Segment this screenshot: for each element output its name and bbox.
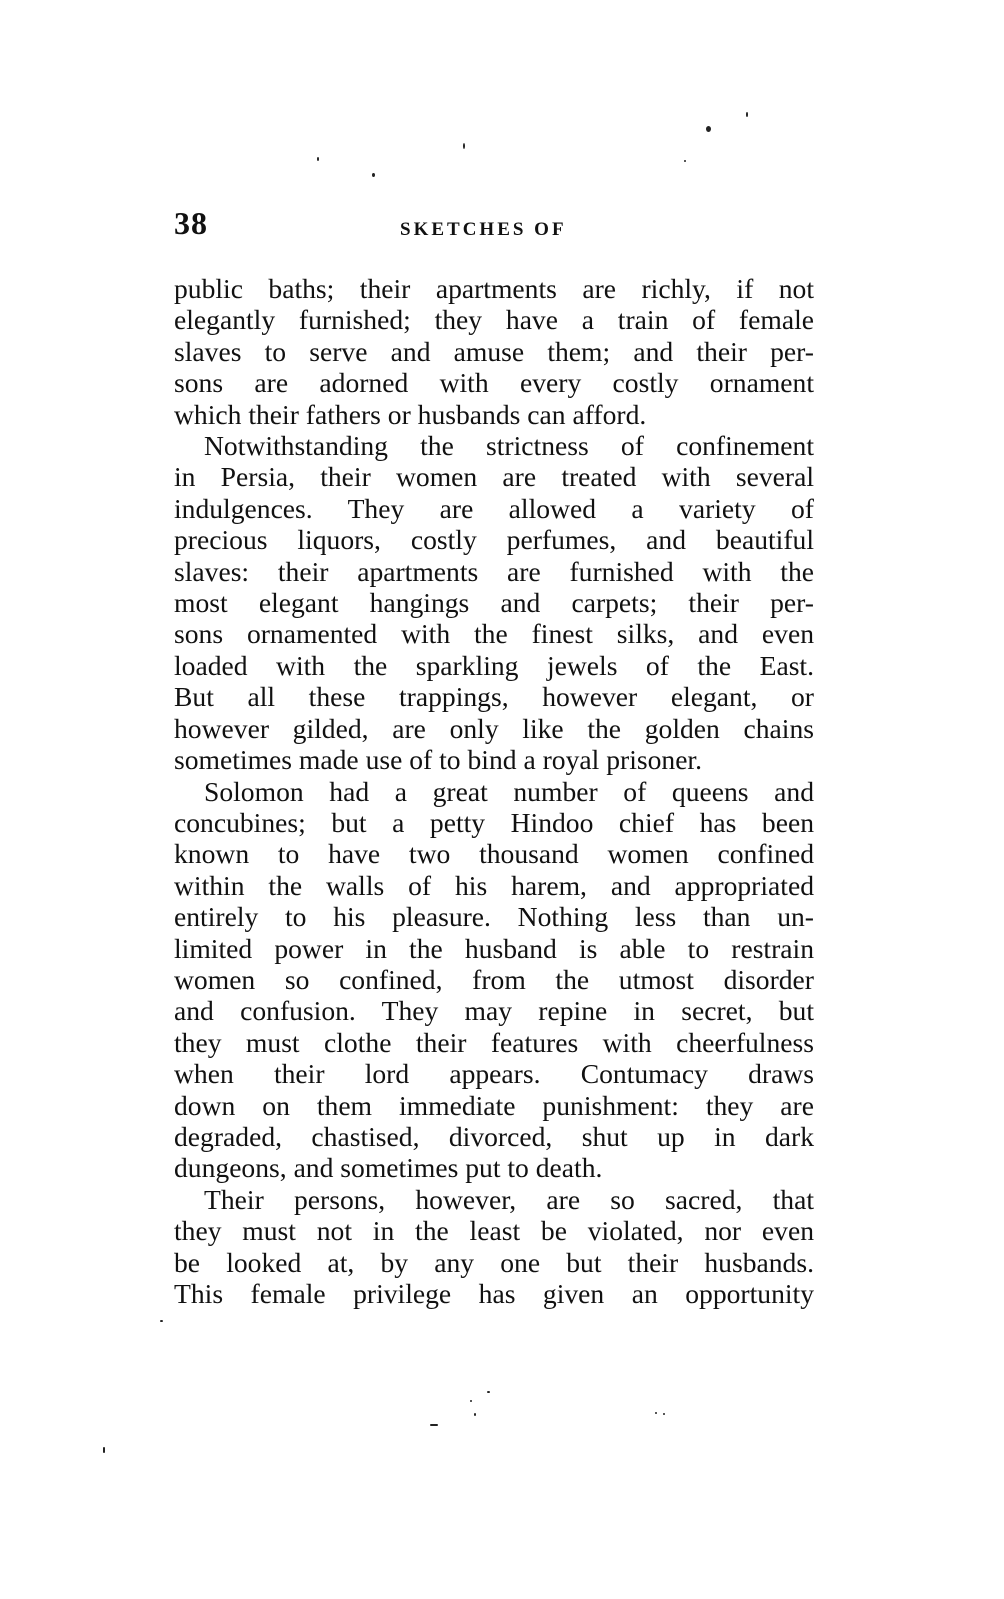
text-line: however gilded, are only like the golden chains: [174, 712, 814, 744]
scan-speck: [317, 157, 319, 161]
paragraph: [174, 430, 814, 775]
text-line: elegantly furnished; they have a train of female: [174, 304, 814, 336]
text-line: indulgences. They are allowed a variety of: [174, 492, 814, 524]
text-line: they must clothe their features with cheerfulness: [174, 1026, 814, 1058]
page-number: 38: [174, 205, 208, 241]
text-line: degraded, chastised, divorced, shut up in dark: [174, 1120, 814, 1152]
scan-speck: [463, 143, 465, 149]
scan-speck: [160, 1320, 163, 1322]
text-line: within the walls of his harem, and appropriated: [174, 869, 814, 901]
text-line: sons are adorned with every costly ornament: [174, 367, 814, 399]
text-line: Notwithstanding the strictness of confinement: [204, 430, 814, 462]
scan-speck: [684, 160, 686, 162]
text-line: Their persons, however, are so sacred, that: [204, 1183, 814, 1215]
paragraph: [174, 1184, 814, 1310]
scan-speck: [706, 126, 711, 132]
text-line: sometimes made use of to bind a royal prisoner.: [174, 744, 702, 776]
body-text: [174, 273, 814, 1309]
text-line: be looked at, by any one but their husbands.: [174, 1246, 814, 1278]
text-line: slaves to serve and amuse them; and their per-: [174, 335, 814, 367]
page-header: [174, 205, 814, 245]
scan-speck: [372, 173, 375, 177]
text-line: precious liquors, costly perfumes, and beautiful: [174, 524, 814, 556]
scan-speck: [655, 1412, 657, 1414]
scan-speck: [487, 1391, 490, 1393]
text-line: most elegant hangings and carpets; their per-: [174, 587, 814, 619]
text-line: Solomon had a great number of queens and: [204, 775, 814, 807]
scan-speck: [103, 1447, 105, 1453]
text-line: entirely to his pleasure. Nothing less than un-: [174, 901, 814, 933]
scan-speck: [746, 112, 748, 117]
text-line: This female privilege has given an opportunity: [174, 1278, 814, 1309]
scan-speck: [474, 1413, 476, 1416]
scan-speck: [663, 1413, 665, 1415]
text-line: women so confined, from the utmost disorder: [174, 963, 814, 995]
text-line: public baths; their apartments are richly, if not: [174, 273, 814, 304]
text-line: known to have two thousand women confined: [174, 838, 814, 870]
paragraph: [174, 273, 814, 430]
scan-speck: [430, 1424, 438, 1426]
paragraph: [174, 776, 814, 1184]
text-line: down on them immediate punishment: they are: [174, 1089, 814, 1121]
text-line: limited power in the husband is able to restrain: [174, 932, 814, 964]
text-line: concubines; but a petty Hindoo chief has been: [174, 806, 814, 838]
text-line: they must not in the least be violated, nor even: [174, 1215, 814, 1247]
text-line: sons ornamented with the finest silks, and even: [174, 618, 814, 650]
text-line: loaded with the sparkling jewels of the East.: [174, 649, 814, 681]
text-line: dungeons, and sometimes put to death.: [174, 1152, 603, 1184]
text-line: in Persia, their women are treated with several: [174, 461, 814, 493]
text-line: and confusion. They may repine in secret, but: [174, 995, 814, 1027]
running-head: SKETCHES OF: [400, 219, 567, 240]
scan-speck: [470, 1400, 472, 1402]
text-line: slaves: their apartments are furnished with the: [174, 555, 814, 587]
text-line: which their fathers or husbands can afford.: [174, 398, 647, 430]
text-line: when their lord appears. Contumacy draws: [174, 1058, 814, 1090]
text-line: But all these trappings, however elegant, or: [174, 681, 814, 713]
